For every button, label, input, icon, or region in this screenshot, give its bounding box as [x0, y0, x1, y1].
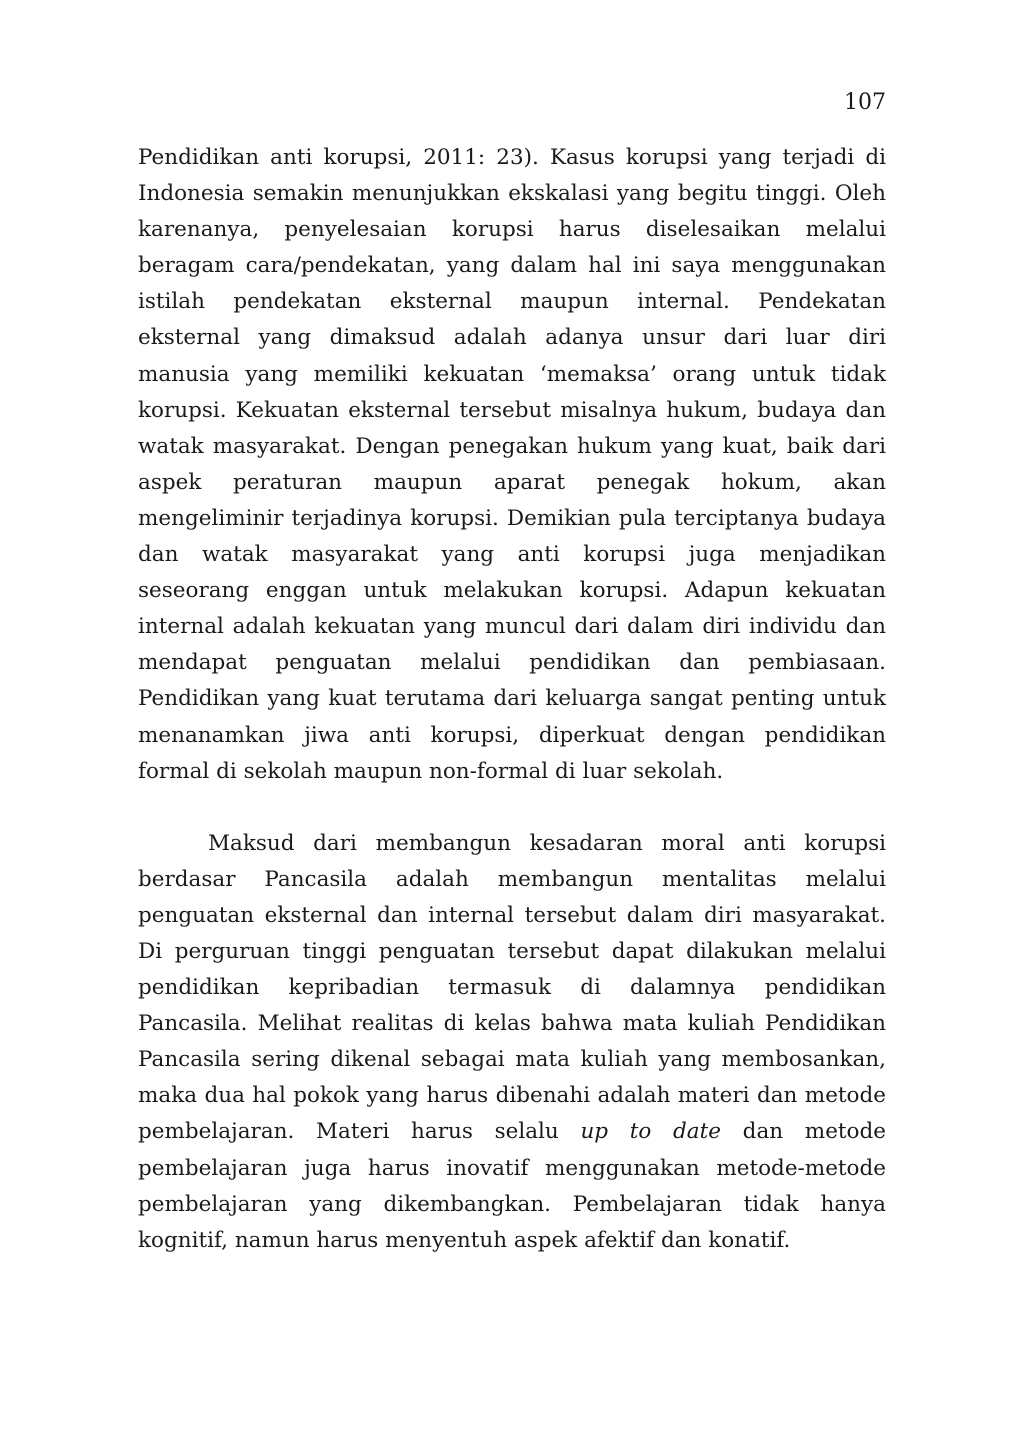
- paragraph-1: [138, 140, 886, 790]
- paragraph-1-text: Pendidikan anti korupsi, 2011: 23). Kasus korupsi yang terjadi di Indonesia semakin menunjukkan ekskalasi yang begitu tinggi. Oleh karenanya, penyelesaian korupsi harus diselesaikan melalui beragam cara/pendekatan, yang dalam hal ini saya menggunakan istilah pendekatan eksternal maupun internal. Pendekatan eksternal yang dimaksud adalah adanya unsur dari luar diri manusia yang memiliki kekuatan ‘memaksa’ orang untuk tidak korupsi. Kekuatan eksternal tersebut misalnya hukum, budaya dan watak masyarakat. Dengan penegakan hukum yang kuat, baik dari aspek peraturan maupun aparat penegak hokum, akan mengeliminir terjadinya korupsi. Demikian pula terciptanya budaya dan watak masyarakat yang anti korupsi juga menjadikan seseorang enggan untuk melakukan korupsi. Adapun kekuatan internal adalah kekuatan yang muncul dari dalam diri individu dan mendapat penguatan melalui pendidikan dan pembiasaan. Pendidikan yang kuat terutama dari keluarga sangat penting untuk menanamkan jiwa anti korupsi, diperkuat dengan pendidikan formal di sekolah maupun non-formal di luar sekolah.: [138, 145, 886, 784]
- paragraph-2-text-start: Maksud dari membangun kesadaran moral anti korupsi berdasar Pancasila adalah membangun mentalitas melalui penguatan eksternal dan internal tersebut dalam diri masyarakat. Di perguruan tinggi penguatan tersebut dapat dilakukan melalui pendidikan kepribadian termasuk di dalamnya pendidikan Pancasila. Melihat realitas di kelas bahwa mata kuliah Pendidikan Pancasila sering dikenal sebagai mata kuliah yang membosankan, maka dua hal pokok yang harus dibenahi adalah materi dan metode pembelajaran. Materi harus selalu: [138, 830, 886, 1145]
- paragraph-2: [138, 826, 886, 1259]
- page-number: 107: [844, 90, 886, 115]
- body-text: [138, 140, 886, 1259]
- paragraph-2-italic-term: up to date: [580, 1119, 721, 1145]
- paragraph-2-text-end: dan metode pembelajaran juga harus inovatif menggunakan metode-metode pembelajaran yang dikembangkan. Pembelajaran tidak hanya kognitif, namun harus menyentuh aspek afektif dan konatif.: [138, 1119, 886, 1253]
